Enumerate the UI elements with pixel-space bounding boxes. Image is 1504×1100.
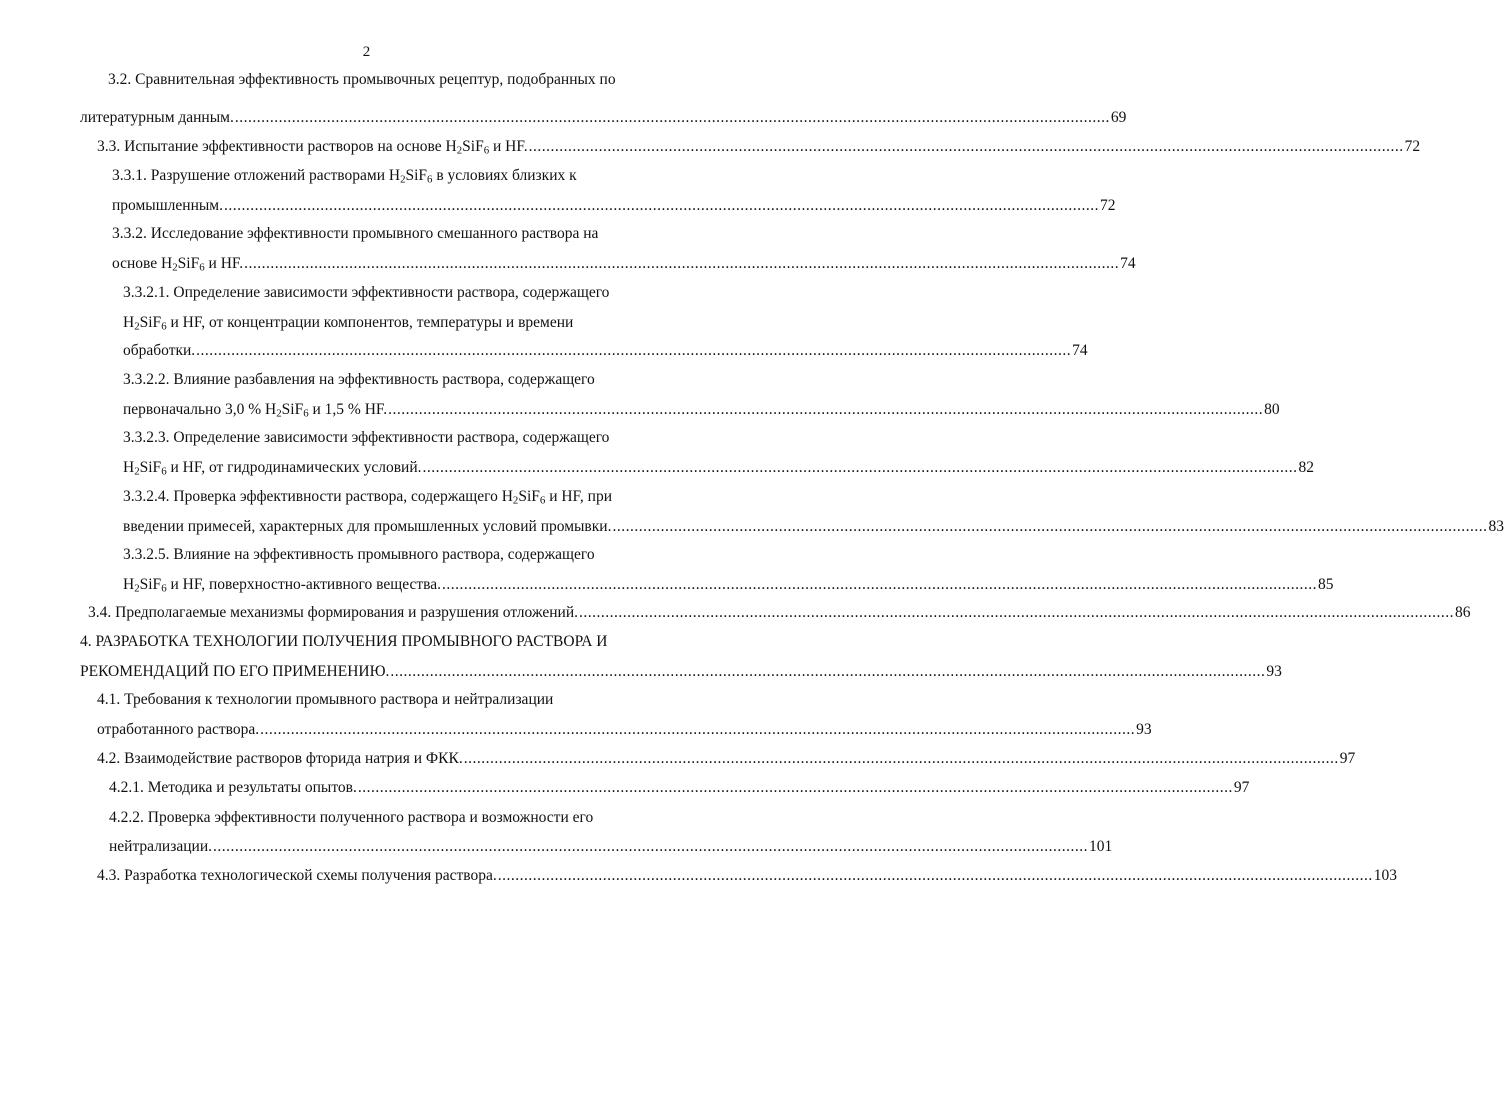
toc-leader-dots: ........................................................................................................................................................................................................: [223, 197, 1099, 214]
page-number: 2: [362, 44, 371, 60]
toc-entry-3-3-2-1[interactable]: [123, 341, 1088, 361]
toc-entry-title: первоначально 3,0 % $H_2SiF_6$ и 1,5 % HF.: [123, 401, 388, 420]
toc-entry-3-3-1[interactable]: [112, 196, 1116, 216]
toc-entry-3-3-2-3[interactable]: [123, 458, 1315, 478]
toc-entry-title: литературным данным.: [80, 109, 234, 126]
toc-page-number: 86: [1454, 604, 1471, 621]
toc-leader-dots: ........................................................................................................................................................................................................: [260, 721, 1136, 738]
toc-leader-dots: ........................................................................................................................................................................................................: [497, 867, 1373, 884]
toc-page-number: 93: [1266, 663, 1282, 680]
toc-line: 3.3.2.2. Влияние разбавления на эффективность раствора, содержащего: [123, 371, 595, 388]
toc-entry-title: 4.2.1. Методика и результаты опытов.: [109, 779, 357, 796]
toc-line: 4.1. Требования к технологии промывного раствора и нейтрализации: [97, 691, 554, 708]
toc-page-number: 83: [1488, 518, 1504, 535]
toc-entry-title: 4.3. Разработка технологической схемы получения раствора.: [97, 867, 497, 884]
toc-line: 3.2. Сравнительная эффективность промывочных рецептур, подобранных по: [108, 71, 616, 88]
toc-entry-3-3[interactable]: [97, 137, 1421, 157]
toc-leader-dots: ........................................................................................................................................................................................................: [244, 255, 1120, 272]
toc-leader-dots: ........................................................................................................................................................................................................: [234, 109, 1110, 126]
toc-entry-title: РЕКОМЕНДАЦИЙ ПО ЕГО ПРИМЕНЕНИЮ.: [80, 663, 390, 680]
toc-leader-dots: ........................................................................................................................................................................................................: [442, 576, 1317, 593]
toc-line: 3.3.1. Разрушение отложений растворами $H_2SiF_6$ в условиях близких к: [112, 167, 577, 186]
toc-leader-dots: ........................................................................................................................................................................................................: [528, 138, 1404, 155]
toc-entry-title: нейтрализации.: [109, 838, 212, 855]
toc-leader-dots: ........................................................................................................................................................................................................: [612, 518, 1488, 535]
toc-leader-dots: ........................................................................................................................................................................................................: [578, 604, 1454, 621]
toc-page-number: 72: [1404, 138, 1421, 155]
toc-entry-4-2[interactable]: [97, 749, 1356, 769]
toc-entry-4-2-2[interactable]: [109, 837, 1113, 857]
toc-entry-4-2-1[interactable]: [109, 778, 1250, 798]
toc-page-number: 101: [1089, 838, 1113, 855]
toc-entry-3-4[interactable]: [88, 603, 1471, 623]
toc-entry-title: промышленным.: [112, 197, 223, 214]
toc-entry-title: 3.3. Испытание эффективности растворов на основе $H_2SiF_6$ и HF.: [97, 138, 528, 157]
toc-entry-4-1[interactable]: [97, 720, 1152, 740]
toc-entry-title: 3.4. Предполагаемые механизмы формирования и разрушения отложений.: [88, 604, 578, 621]
toc-line: $H_2SiF_6$ и HF, от концентрации компонентов, температуры и времени: [123, 314, 574, 333]
toc-line: 3.3.2.4. Проверка эффективности раствора, содержащего $H_2SiF_6$ и HF, при: [123, 488, 613, 507]
toc-page-number: 97: [1339, 750, 1356, 767]
toc-entry-4[interactable]: [80, 662, 1282, 682]
toc-leader-dots: ........................................................................................................................................................................................................: [463, 750, 1339, 767]
toc-entry-title: основе $H_2SiF_6$ и HF.: [112, 255, 244, 274]
toc-page-number: 69: [1110, 109, 1127, 126]
toc-page-number: 93: [1136, 721, 1152, 738]
toc-entry-4-3[interactable]: [97, 866, 1398, 886]
toc-line: 4. РАЗРАБОТКА ТЕХНОЛОГИИ ПОЛУЧЕНИЯ ПРОМЫВНОГО РАСТВОРА И: [80, 633, 608, 650]
toc-page-number: 82: [1298, 459, 1315, 476]
toc-line: 4.2.2. Проверка эффективности полученного раствора и возможности его: [109, 809, 594, 826]
toc-leader-dots: ........................................................................................................................................................................................................: [388, 401, 1264, 418]
toc-entry-title: $H_2SiF_6$ и HF, поверхностно-активного вещества.: [123, 576, 441, 595]
toc-page-number: 97: [1233, 779, 1250, 796]
toc-line: 3.3.2. Исследование эффективности промывного смешанного раствора на: [112, 225, 599, 242]
toc-entry-title: 4.2. Взаимодействие растворов фторида натрия и ФКК.: [97, 750, 463, 767]
toc-entry-title: $H_2SiF_6$ и HF, от гидродинамических условий.: [123, 459, 422, 478]
toc-page-number: 74: [1072, 342, 1088, 359]
toc-entry-3-2[interactable]: [80, 108, 1127, 128]
toc-page-number: 103: [1373, 867, 1398, 884]
toc-line: 3.3.2.1. Определение зависимости эффективности раствора, содержащего: [123, 284, 610, 301]
toc-page-number: 74: [1120, 255, 1136, 272]
toc-entry-3-3-2-5[interactable]: [123, 575, 1334, 595]
toc-entry-title: отработанного раствора.: [97, 721, 260, 738]
toc-leader-dots: ........................................................................................................................................................................................................: [422, 459, 1298, 476]
toc-leader-dots: ........................................................................................................................................................................................................: [213, 838, 1088, 855]
toc-entry-3-3-2-4[interactable]: [123, 517, 1504, 537]
toc-leader-dots: ........................................................................................................................................................................................................: [390, 663, 1266, 680]
toc-line: 3.3.2.3. Определение зависимости эффективности раствора, содержащего: [123, 429, 610, 446]
toc-entry-3-3-2[interactable]: [112, 254, 1136, 274]
toc-entry-title: обработки.: [123, 342, 196, 359]
toc-entry-3-3-2-2[interactable]: [123, 400, 1280, 420]
toc-leader-dots: ........................................................................................................................................................................................................: [357, 779, 1233, 796]
toc-leader-dots: ........................................................................................................................................................................................................: [196, 342, 1072, 359]
toc-page-number: 85: [1318, 576, 1334, 593]
toc-entry-title: введении примесей, характерных для промышленных условий промывки.: [123, 518, 612, 535]
toc-page-number: 80: [1264, 401, 1280, 418]
toc-line: 3.3.2.5. Влияние на эффективность промывного раствора, содержащего: [123, 546, 595, 563]
toc-page-number: 72: [1099, 197, 1116, 214]
